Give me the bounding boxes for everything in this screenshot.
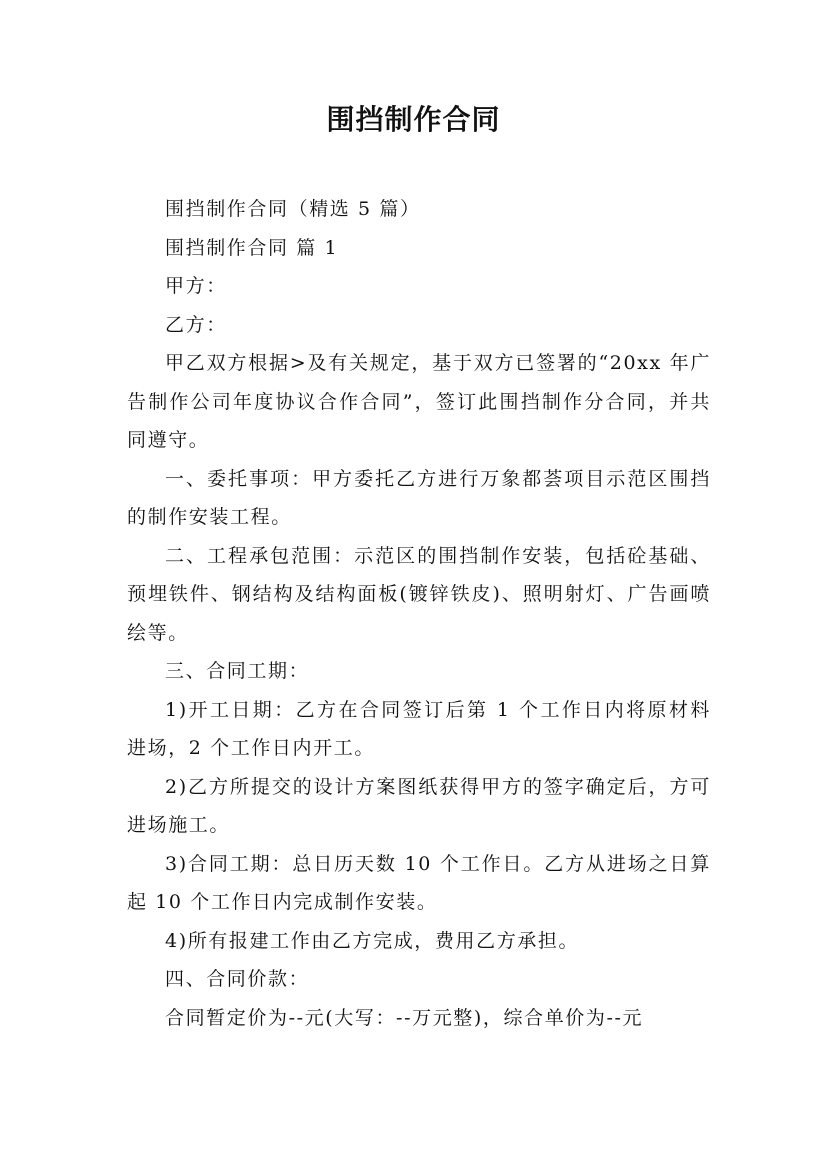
clause-1-paragraph: 一、委托事项：甲方委托乙方进行万象都荟项目示范区围挡的制作安装工程。 [127,467,711,528]
clause-2-paragraph: 二、工程承包范围：示范区的围挡制作安装，包括砼基础、预埋铁件、钢结构及结构面板(镀锌铁皮)、照明射灯、广告画喷绘等。 [127,544,711,644]
clause-3-item-1: 1)开工日期：乙方在合同签订后第 1 个工作日内将原材料进场，2 个工作日内开工。 [127,698,711,759]
party-a-line: 甲方： [165,275,227,297]
clause-3-heading: 三、合同工期： [165,660,310,682]
subtitle-paragraph: 围挡制作合同（精选 5 篇） [165,198,421,220]
party-b-line: 乙方： [165,313,227,336]
clause-4-price-paragraph: 合同暂定价为--元(大写：--万元整)，综合单价为--元 [165,1006,644,1029]
clause-3-item-4: 4)所有报建工作由乙方完成，费用乙方承担。 [165,929,580,952]
clause-3-item-2: 2)乙方所提交的设计方案图纸获得甲方的签字确定后，方可进场施工。 [127,775,711,836]
preamble-paragraph: 甲乙双方根据>及有关规定，基于双方已签署的“20xx 年广告制作公司年度协议合作合同”，签订此围挡制作分合同，并共同遵守。 [127,352,711,451]
document-title: 围挡制作合同 [326,103,501,136]
section-heading: 围挡制作合同 篇 1 [165,236,339,259]
clause-3-item-3: 3)合同工期：总日历天数 10 个工作日。乙方从进场之日算起 10 个工作日内完成制作安装。 [127,852,711,913]
document-body [127,190,711,1037]
clause-4-heading: 四、合同价款： [165,968,310,990]
